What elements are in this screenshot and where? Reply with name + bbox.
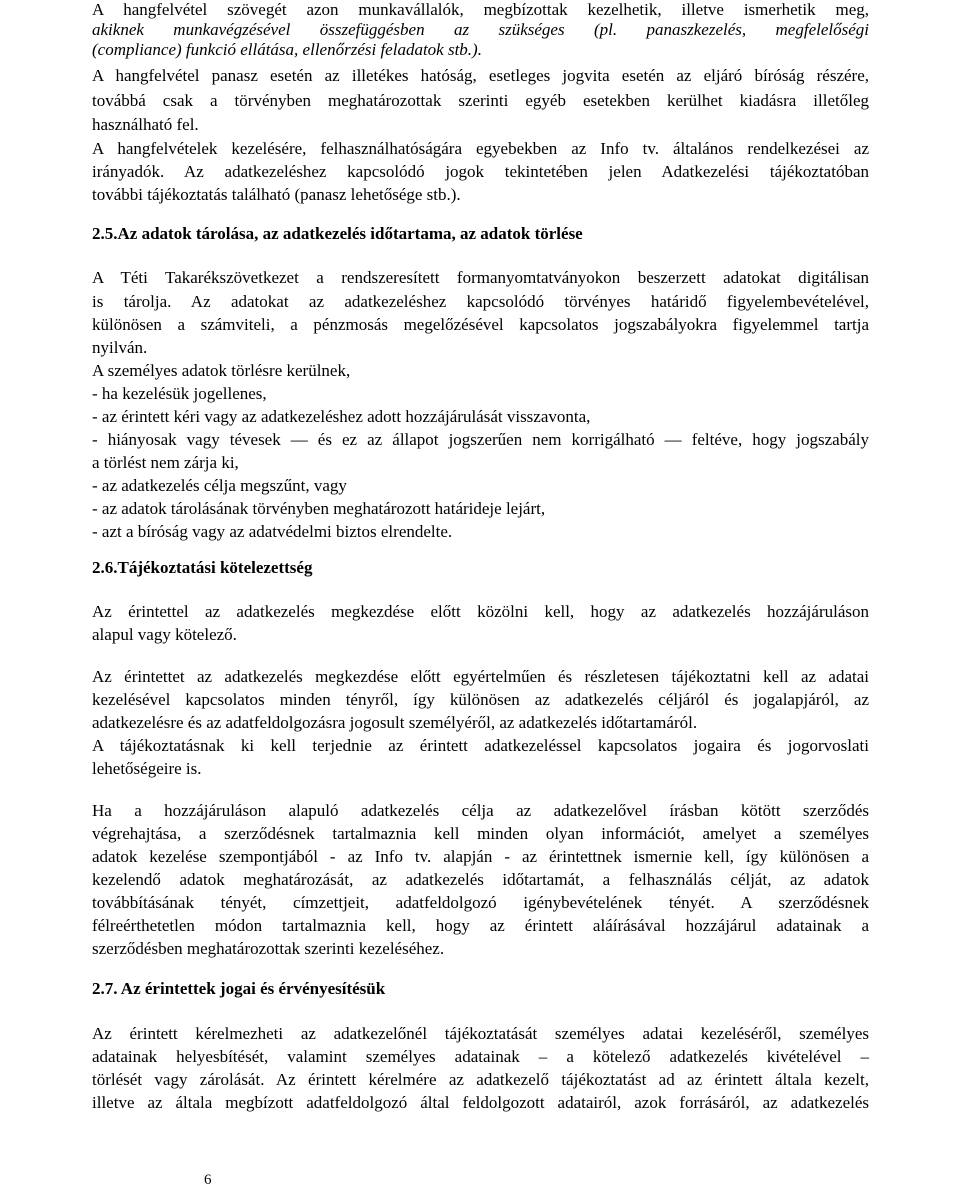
list-item: - az adatkezelés célja megszűnt, vagy	[92, 476, 347, 495]
text-line: adatainak helyesbítését, valamint személyes adatainak – a kötelező adatkezelés kivételével –	[92, 1047, 869, 1066]
section-heading-2-5: 2.5.Az adatok tárolása, az adatkezelés időtartama, az adatok törlése	[92, 224, 583, 243]
text-line: kezelendő adatok meghatározását, az adatkezelés időtartamát, a felhasználás célját, az adatok	[92, 870, 869, 889]
text-line: A hangfelvételek kezelésére, felhasználhatóságára egyebekben az Info tv. általános rendelkezései az	[92, 139, 869, 158]
text-line: továbbításának tényét, címzettjeit, adatfeldolgozó igénybevételének tényét. A szerződésnek	[92, 893, 869, 912]
list-item: a törlést nem zárja ki,	[92, 453, 239, 472]
list-item: - azt a bíróság vagy az adatvédelmi biztos elrendelte.	[92, 522, 453, 541]
text-line: lehetőségeire is.	[92, 759, 202, 778]
text-line: adatkezelésre és az adatfeldolgozásra jogosult személyéről, az adatkezelés időtartamáról.	[92, 713, 698, 732]
text-line: A személyes adatok törlésre kerülnek,	[92, 361, 351, 380]
text-line: különösen a számviteli, a pénzmosás megelőzésével kapcsolatos jogszabályokra figyelemmel tartja	[92, 315, 869, 334]
text-line: (compliance) funkció ellátása, ellenőrzési feladatok stb.).	[92, 40, 482, 59]
text-line: is tárolja. Az adatokat az adatkezeléshez kapcsolódó törvényes határidő figyelembevételével,	[92, 292, 869, 311]
text-line: Ha a hozzájáruláson alapuló adatkezelés célja az adatkezelővel írásban kötött szerződés	[92, 801, 869, 820]
page-number: 6	[204, 1172, 212, 1188]
text-line: Az érintett kérelmezheti az adatkezelőnél tájékoztatását személyes adatai kezeléséről, személyes	[92, 1024, 869, 1043]
list-item: - ha kezelésük jogellenes,	[92, 384, 267, 403]
text-line: A Téti Takarékszövetkezet a rendszeresített formanyomtatványokon beszerzett adatokat digitálisan	[92, 268, 869, 287]
section-heading-2-6: 2.6.Tájékoztatási kötelezettség	[92, 558, 313, 577]
text-line: végrehajtása, a szerződésnek tartalmaznia kell minden olyan információt, amelyet a személyes	[92, 824, 869, 843]
text-line: szerződésben meghatározottak szerinti kezeléséhez.	[92, 939, 445, 958]
text-line: továbbá csak a törvényben meghatározottak szerinti egyéb esetekben kerülhet kiadásra illetőleg	[92, 91, 869, 110]
text-line: adatok kezelése szempontjából - az Info tv. alapján - az érintettnek ismernie kell, így különösen a	[92, 847, 869, 866]
text-line: A hangfelvétel szövegét azon munkavállalók, megbízottak kezelhetik, illetve ismerhetik meg,	[92, 0, 869, 19]
text-line: használható fel.	[92, 115, 199, 134]
text-line: illetve az általa megbízott adatfeldolgozó által feldolgozott adatairól, azok forrásáról, az adatkezelés	[92, 1093, 869, 1112]
text-line: A tájékoztatásnak ki kell terjednie az érintett adatkezeléssel kapcsolatos jogaira és jogorvoslati	[92, 736, 869, 755]
list-item: - hiányosak vagy tévesek — és ez az állapot jogszerűen nem korrigálható — feltéve, hogy jogszabály	[92, 430, 869, 449]
text-line: akiknek munkavégzésével összefüggésben az szükséges (pl. panaszkezelés, megfelelőségi	[92, 20, 869, 39]
text-line: törlését vagy zárolását. Az érintett kérelmére az adatkezelő tájékoztatást ad az érintett általa kezelt,	[92, 1070, 869, 1089]
text-line: félreérthetetlen módon tartalmaznia kell, hogy az érintett aláírásával hozzájárul adatainak a	[92, 916, 869, 935]
text-line: alapul vagy kötelező.	[92, 625, 237, 644]
list-item: - az érintett kéri vagy az adatkezeléshez adott hozzájárulását visszavonta,	[92, 407, 591, 426]
text-line: Az érintettel az adatkezelés megkezdése előtt közölni kell, hogy az adatkezelés hozzájáruláson	[92, 602, 869, 621]
text-line: A hangfelvétel panasz esetén az illetékes hatóság, esetleges jogvita esetén az eljáró bíróság részére,	[92, 66, 869, 85]
list-item: - az adatok tárolásának törvényben meghatározott határideje lejárt,	[92, 499, 546, 518]
text-line: Az érintettet az adatkezelés megkezdése előtt egyértelműen és részletesen tájékoztatni kell az adatai	[92, 667, 869, 686]
text-line: további tájékoztatás található (panasz lehetősége stb.).	[92, 185, 461, 204]
text-line: nyilván.	[92, 338, 148, 357]
text-line: irányadók. Az adatkezeléshez kapcsolódó jogok tekintetében jelen Adatkezelési tájékoztatóban	[92, 162, 869, 181]
section-heading-2-7: 2.7. Az érintettek jogai és érvényesítésük	[92, 979, 386, 998]
text-line: kezelésével kapcsolatos minden tényről, így különösen az adatkezelés céljáról és jogalapjáról, az	[92, 690, 869, 709]
